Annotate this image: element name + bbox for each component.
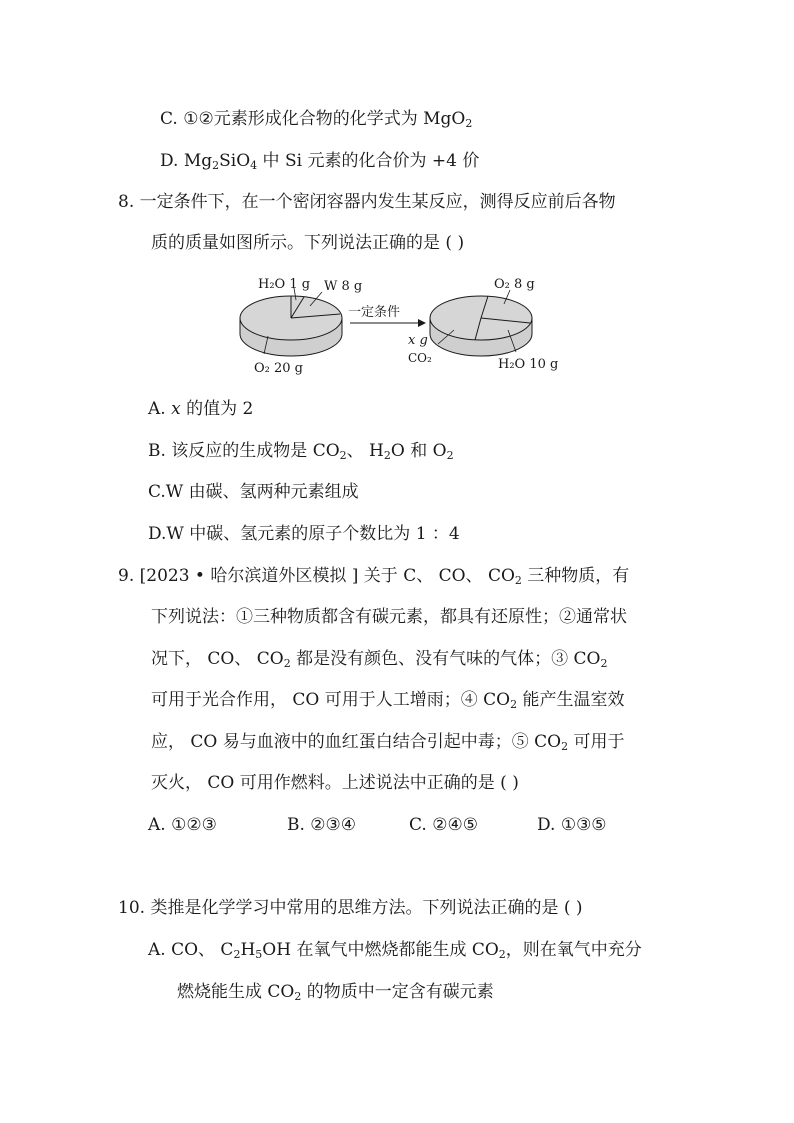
q10-stem: 10. 类推是化学学习中常用的思维方法。下列说法正确的是 ( ) (118, 898, 583, 918)
q9-option-a: A. ①②③ (148, 815, 217, 835)
q9-line3: 况下， CO、 $CO_2$ 都是没有颜色、没有气味的气体；③ $CO_2$ (151, 649, 608, 670)
before-h2o-label: H₂O 1 g (258, 277, 311, 292)
q7-option-c: C. ①②元素形成化合物的化学式为 MgO$_2$ (160, 109, 473, 130)
q9-line2: 下列说法：①三种物质都含有碳元素，都具有还原性；②通常状 (151, 607, 627, 627)
after-h2o-label: H₂O 10 g (498, 357, 559, 372)
after-co2-label: CO₂ (408, 351, 432, 365)
before-pie (240, 277, 362, 376)
before-o2-label: O₂ 20 g (254, 361, 303, 376)
after-x-label: x g (408, 333, 428, 348)
q9-line1: 9. [2023 • 哈尔滨道外区模拟 ] 关于 C、 CO、 $CO_2$ 三种物质，有 (118, 566, 630, 587)
after-pie (408, 277, 558, 372)
q10-option-a-line1: A. CO、 $C_2H_5OH$ 在氧气中燃烧都能生成 $CO_2$，则在氧气中充分 (148, 940, 642, 961)
q9-line5: 应， CO 易与血液中的血红蛋白结合引起中毒；⑤ $CO_2$ 可用于 (151, 732, 625, 753)
arrow-condition-label: 一定条件 (348, 305, 401, 320)
q8-option-d: D.W 中碳、氢元素的原子个数比为 1 ：4 (148, 524, 460, 544)
q8-option-c: C.W 由碳、氢两种元素组成 (148, 482, 359, 502)
q9-option-b: B. ②③④ (287, 815, 357, 835)
q7-option-d: D. $Mg_2SiO_4$ 中 Si 元素的化合价为 +4 价 (160, 151, 480, 172)
q9-line4: 可用于光合作用， CO 可用于人工增雨；④ $CO_2$ 能产生温室效 (151, 690, 625, 711)
q8-pie-diagram (232, 268, 562, 380)
q9-line6: 灭火， CO 可用作燃料。上述说法中正确的是 ( ) (151, 773, 519, 793)
q8-stem-line1: 8. 一定条件下，在一个密闭容器内发生某反应，测得反应前后各物 (118, 192, 616, 212)
q8-stem-line2: 质的质量如图所示。下列说法正确的是 ( ) (151, 233, 465, 253)
reaction-arrow (348, 305, 426, 327)
q9-option-c: C. ②④⑤ (409, 815, 478, 835)
q8-option-b: B. 该反应的生成物是 $CO_2$、 $H_2O$ 和 $O_2$ (148, 441, 454, 462)
q8-option-a: A. x 的值为 2 (148, 399, 254, 419)
q10-option-a-line2: 燃烧能生成 $CO_2$ 的物质中一定含有碳元素 (177, 982, 494, 1003)
before-w-label: W 8 g (324, 279, 363, 294)
after-o2-label: O₂ 8 g (494, 277, 535, 292)
q9-option-d: D. ①③⑤ (537, 815, 607, 835)
